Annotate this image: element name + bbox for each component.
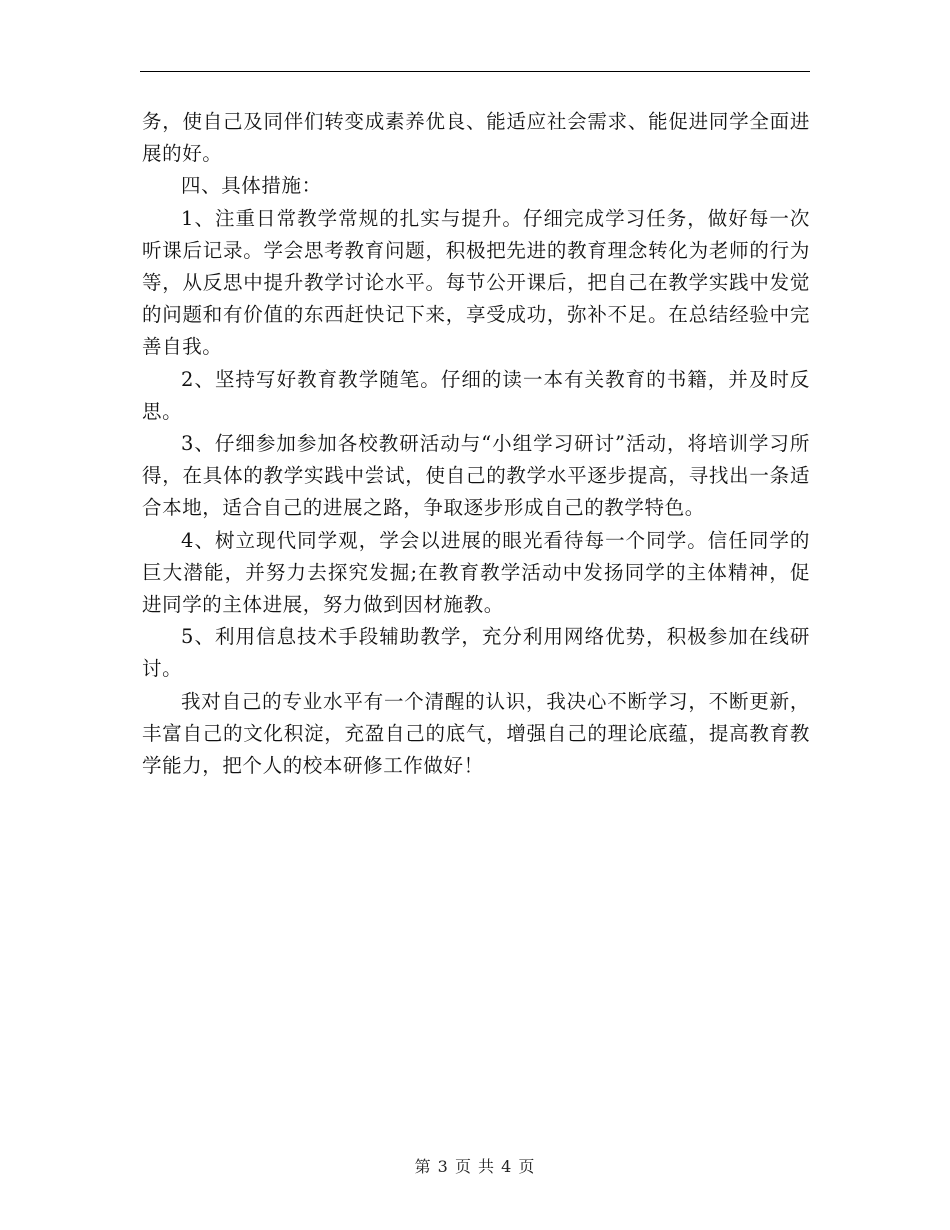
paragraph-conclusion: 我对自己的专业水平有一个清醒的认识，我决心不断学习，不断更新，丰富自己的文化积淀，充盈自己的底气，增强自己的理论底蕴，提高教育教学能力，把个人的校本研修工作做好！ <box>142 689 810 778</box>
page-number-footer: 第 3 页 共 4 页 <box>414 1157 536 1176</box>
paragraph-measure-5: 5、利用信息技术手段辅助教学，充分利用网络优势，积极参加在线研讨。 <box>142 625 810 681</box>
document-body <box>142 106 810 782</box>
paragraph-measure-1: 1、注重日常教学常规的扎实与提升。仔细完成学习任务，做好每一次听课后记录。学会思考教育问题，积极把先进的教育理念转化为老师的行为等，从反思中提升教学讨论水平。每节公开课后，把自己在教学实践中发觉的问题和有价值的东西赶快记下来，享受成功，弥补不足。在总结经验中完善自我。 <box>142 206 810 359</box>
section-heading-measures: 四、具体措施： <box>181 174 322 198</box>
paragraph-measure-2: 2、坚持写好教育教学随笔。仔细的读一本有关教育的书籍，并及时反思。 <box>142 367 810 423</box>
paragraph-measure-4: 4、树立现代同学观，学会以进展的眼光看待每一个同学。信任同学的巨大潜能，并努力去探究发掘;在教育教学活动中发扬同学的主体精神，促进同学的主体进展，努力做到因材施教。 <box>142 528 810 617</box>
header-rule <box>140 71 810 72</box>
paragraph-continuation: 务，使自己及同伴们转变成素养优良、能适应社会需求、能促进同学全面进展的好。 <box>142 110 810 166</box>
paragraph-measure-3: 3、仔细参加参加各校教研活动与“小组学习研讨”活动，将培训学习所得，在具体的教学实践中尝试，使自己的教学水平逐步提高，寻找出一条适合本地，适合自己的进展之路，争取逐步形成自己的教学特色。 <box>142 432 810 520</box>
